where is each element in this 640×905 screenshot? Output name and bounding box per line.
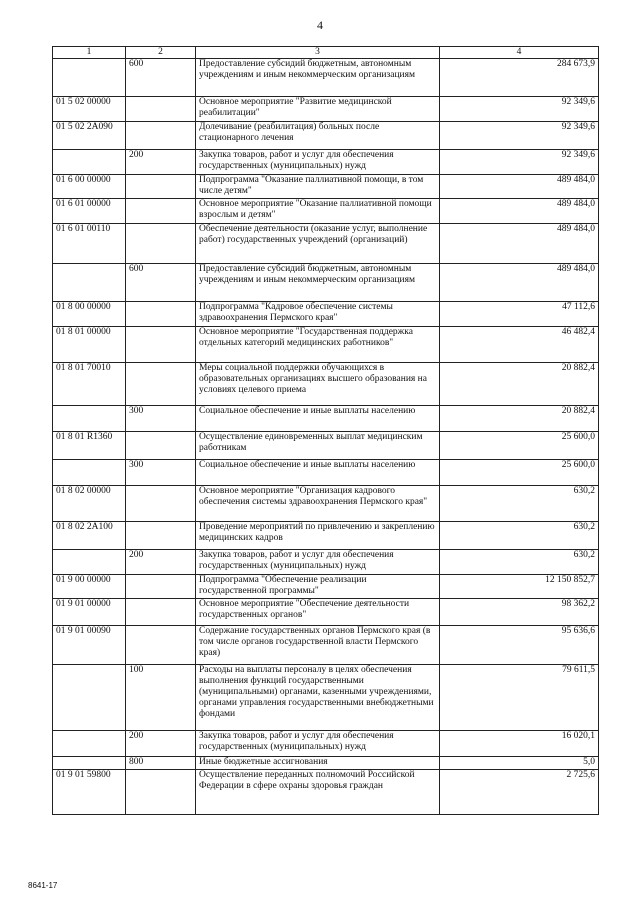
row-amount: 46 482,4: [440, 327, 599, 363]
row-code: 01 8 01 R1360: [53, 432, 126, 460]
table-row: [53, 150, 599, 175]
row-amount: 20 882,4: [440, 406, 599, 432]
row-amount: 98 362,2: [440, 599, 599, 626]
row-code: 01 6 00 00000: [53, 175, 126, 199]
row-amount: 630,2: [440, 486, 599, 522]
row-name: Долечивание (реабилитация) больных после стационарного лечения: [196, 122, 440, 150]
row-code: 01 9 01 00090: [53, 626, 126, 665]
table-row: [53, 327, 599, 363]
row-name: Основное мероприятие "Организация кадрового обеспечения системы здравоохранения Пермского края": [196, 486, 440, 522]
row-name: Предоставление субсидий бюджетным, автономным учреждениям и иным некоммерческим организациям: [196, 264, 440, 302]
table-row: [53, 665, 599, 731]
table-row: [53, 432, 599, 460]
table-row: [53, 175, 599, 199]
row-code: 01 8 00 00000: [53, 302, 126, 327]
row-name: Меры социальной поддержки обучающихся в образовательных организациях высшего образования на условиях целевого приема: [196, 363, 440, 406]
row-code: 01 8 01 00000: [53, 327, 126, 363]
row-expense-type: 200: [126, 550, 196, 575]
row-expense-type: [126, 522, 196, 550]
table-row: [53, 522, 599, 550]
table-row: [53, 406, 599, 432]
row-code: [53, 757, 126, 770]
row-code: 01 8 01 70010: [53, 363, 126, 406]
row-expense-type: [126, 770, 196, 815]
row-name: Основное мероприятие "Оказание паллиативной помощи взрослым и детям": [196, 199, 440, 224]
row-expense-type: 600: [126, 59, 196, 97]
row-expense-type: 300: [126, 406, 196, 432]
row-amount: 489 484,0: [440, 224, 599, 264]
row-code: 01 6 01 00110: [53, 224, 126, 264]
row-code: [53, 665, 126, 731]
row-name: Закупка товаров, работ и услуг для обеспечения государственных (муниципальных) нужд: [196, 731, 440, 757]
row-expense-type: 200: [126, 150, 196, 175]
row-code: [53, 731, 126, 757]
row-code: 01 6 01 00000: [53, 199, 126, 224]
row-code: 01 8 02 00000: [53, 486, 126, 522]
row-expense-type: [126, 486, 196, 522]
row-name: Основное мероприятие "Развитие медицинской реабилитации": [196, 97, 440, 122]
row-amount: 630,2: [440, 522, 599, 550]
row-expense-type: [126, 224, 196, 264]
row-expense-type: 600: [126, 264, 196, 302]
header-col-amount: 4: [440, 47, 599, 59]
row-name: Социальное обеспечение и иные выплаты населению: [196, 460, 440, 486]
table-body: [53, 59, 599, 815]
row-expense-type: 300: [126, 460, 196, 486]
row-code: [53, 264, 126, 302]
row-amount: 2 725,6: [440, 770, 599, 815]
row-expense-type: [126, 599, 196, 626]
row-name: Закупка товаров, работ и услуг для обеспечения государственных (муниципальных) нужд: [196, 150, 440, 175]
row-amount: 47 112,6: [440, 302, 599, 327]
table-row: [53, 575, 599, 599]
row-name: Предоставление субсидий бюджетным, автономным учреждениям и иным некоммерческим организациям: [196, 59, 440, 97]
row-expense-type: [126, 302, 196, 327]
row-name: Социальное обеспечение и иные выплаты населению: [196, 406, 440, 432]
row-code: [53, 460, 126, 486]
table-row: [53, 757, 599, 770]
row-name: Основное мероприятие "Обеспечение деятельности государственных органов": [196, 599, 440, 626]
row-expense-type: 800: [126, 757, 196, 770]
row-amount: 25 600,0: [440, 460, 599, 486]
row-amount: 20 882,4: [440, 363, 599, 406]
row-name: Закупка товаров, работ и услуг для обеспечения государственных (муниципальных) нужд: [196, 550, 440, 575]
row-amount: 95 636,6: [440, 626, 599, 665]
table-row: [53, 97, 599, 122]
row-expense-type: [126, 626, 196, 665]
row-name: Основное мероприятие "Государственная поддержка отдельных категорий медицинских работников": [196, 327, 440, 363]
row-code: 01 8 02 2А100: [53, 522, 126, 550]
header-row: [53, 47, 599, 59]
row-amount: 630,2: [440, 550, 599, 575]
row-name: Осуществление единовременных выплат медицинским работникам: [196, 432, 440, 460]
row-expense-type: [126, 122, 196, 150]
row-name: Подпрограмма "Обеспечение реализации государственной программы": [196, 575, 440, 599]
header-col-name: 3: [196, 47, 440, 59]
row-expense-type: [126, 327, 196, 363]
row-name: Содержание государственных органов Пермского края (в том числе органов государственной власти Пермского края): [196, 626, 440, 665]
row-amount: 92 349,6: [440, 122, 599, 150]
table-row: [53, 199, 599, 224]
table-row: [53, 122, 599, 150]
row-amount: 92 349,6: [440, 150, 599, 175]
header-col-code: 1: [53, 47, 126, 59]
row-amount: 489 484,0: [440, 264, 599, 302]
row-code: [53, 550, 126, 575]
table-row: [53, 626, 599, 665]
row-code: 01 9 01 59800: [53, 770, 126, 815]
row-expense-type: [126, 432, 196, 460]
table-row: [53, 731, 599, 757]
row-name: Иные бюджетные ассигнования: [196, 757, 440, 770]
row-code: 01 5 02 2А090: [53, 122, 126, 150]
table-row: [53, 59, 599, 97]
row-code: [53, 150, 126, 175]
row-amount: 79 611,5: [440, 665, 599, 731]
row-code: 01 5 02 00000: [53, 97, 126, 122]
row-code: 01 9 01 00000: [53, 599, 126, 626]
row-code: [53, 406, 126, 432]
row-amount: 92 349,6: [440, 97, 599, 122]
row-name: Осуществление переданных полномочий Российской Федерации в сфере охраны здоровья граждан: [196, 770, 440, 815]
row-name: Обеспечение деятельности (оказание услуг, выполнение работ) государственных учреждений (организаций): [196, 224, 440, 264]
row-amount: 489 484,0: [440, 199, 599, 224]
footer-document-code: 8641-17: [28, 881, 58, 890]
table-row: [53, 460, 599, 486]
budget-table: [52, 46, 599, 815]
row-name: Расходы на выплаты персоналу в целях обеспечения выполнения функций государственными (муниципальными) органами, казенными учреждениями, органами управления государственными внебюджетными фондами: [196, 665, 440, 731]
row-expense-type: [126, 175, 196, 199]
row-expense-type: [126, 199, 196, 224]
row-expense-type: [126, 575, 196, 599]
table-row: [53, 550, 599, 575]
row-name: Подпрограмма "Кадровое обеспечение системы здравоохранения Пермского края": [196, 302, 440, 327]
table-row: [53, 224, 599, 264]
row-amount: 5,0: [440, 757, 599, 770]
table-row: [53, 264, 599, 302]
row-amount: 25 600,0: [440, 432, 599, 460]
row-amount: 489 484,0: [440, 175, 599, 199]
row-code: [53, 59, 126, 97]
row-expense-type: 100: [126, 665, 196, 731]
table-row: [53, 486, 599, 522]
row-expense-type: [126, 363, 196, 406]
table-header: [53, 47, 599, 59]
row-name: Проведение мероприятий по привлечению и закреплению медицинских кадров: [196, 522, 440, 550]
header-col-type: 2: [126, 47, 196, 59]
row-expense-type: [126, 97, 196, 122]
table-row: [53, 599, 599, 626]
table-row: [53, 770, 599, 815]
row-name: Подпрограмма "Оказание паллиативной помощи, в том числе детям": [196, 175, 440, 199]
row-amount: 284 673,9: [440, 59, 599, 97]
row-amount: 16 020,1: [440, 731, 599, 757]
row-code: 01 9 00 00000: [53, 575, 126, 599]
row-expense-type: 200: [126, 731, 196, 757]
row-amount: 12 150 852,7: [440, 575, 599, 599]
table-row: [53, 363, 599, 406]
table-row: [53, 302, 599, 327]
page-number: 4: [317, 18, 323, 32]
